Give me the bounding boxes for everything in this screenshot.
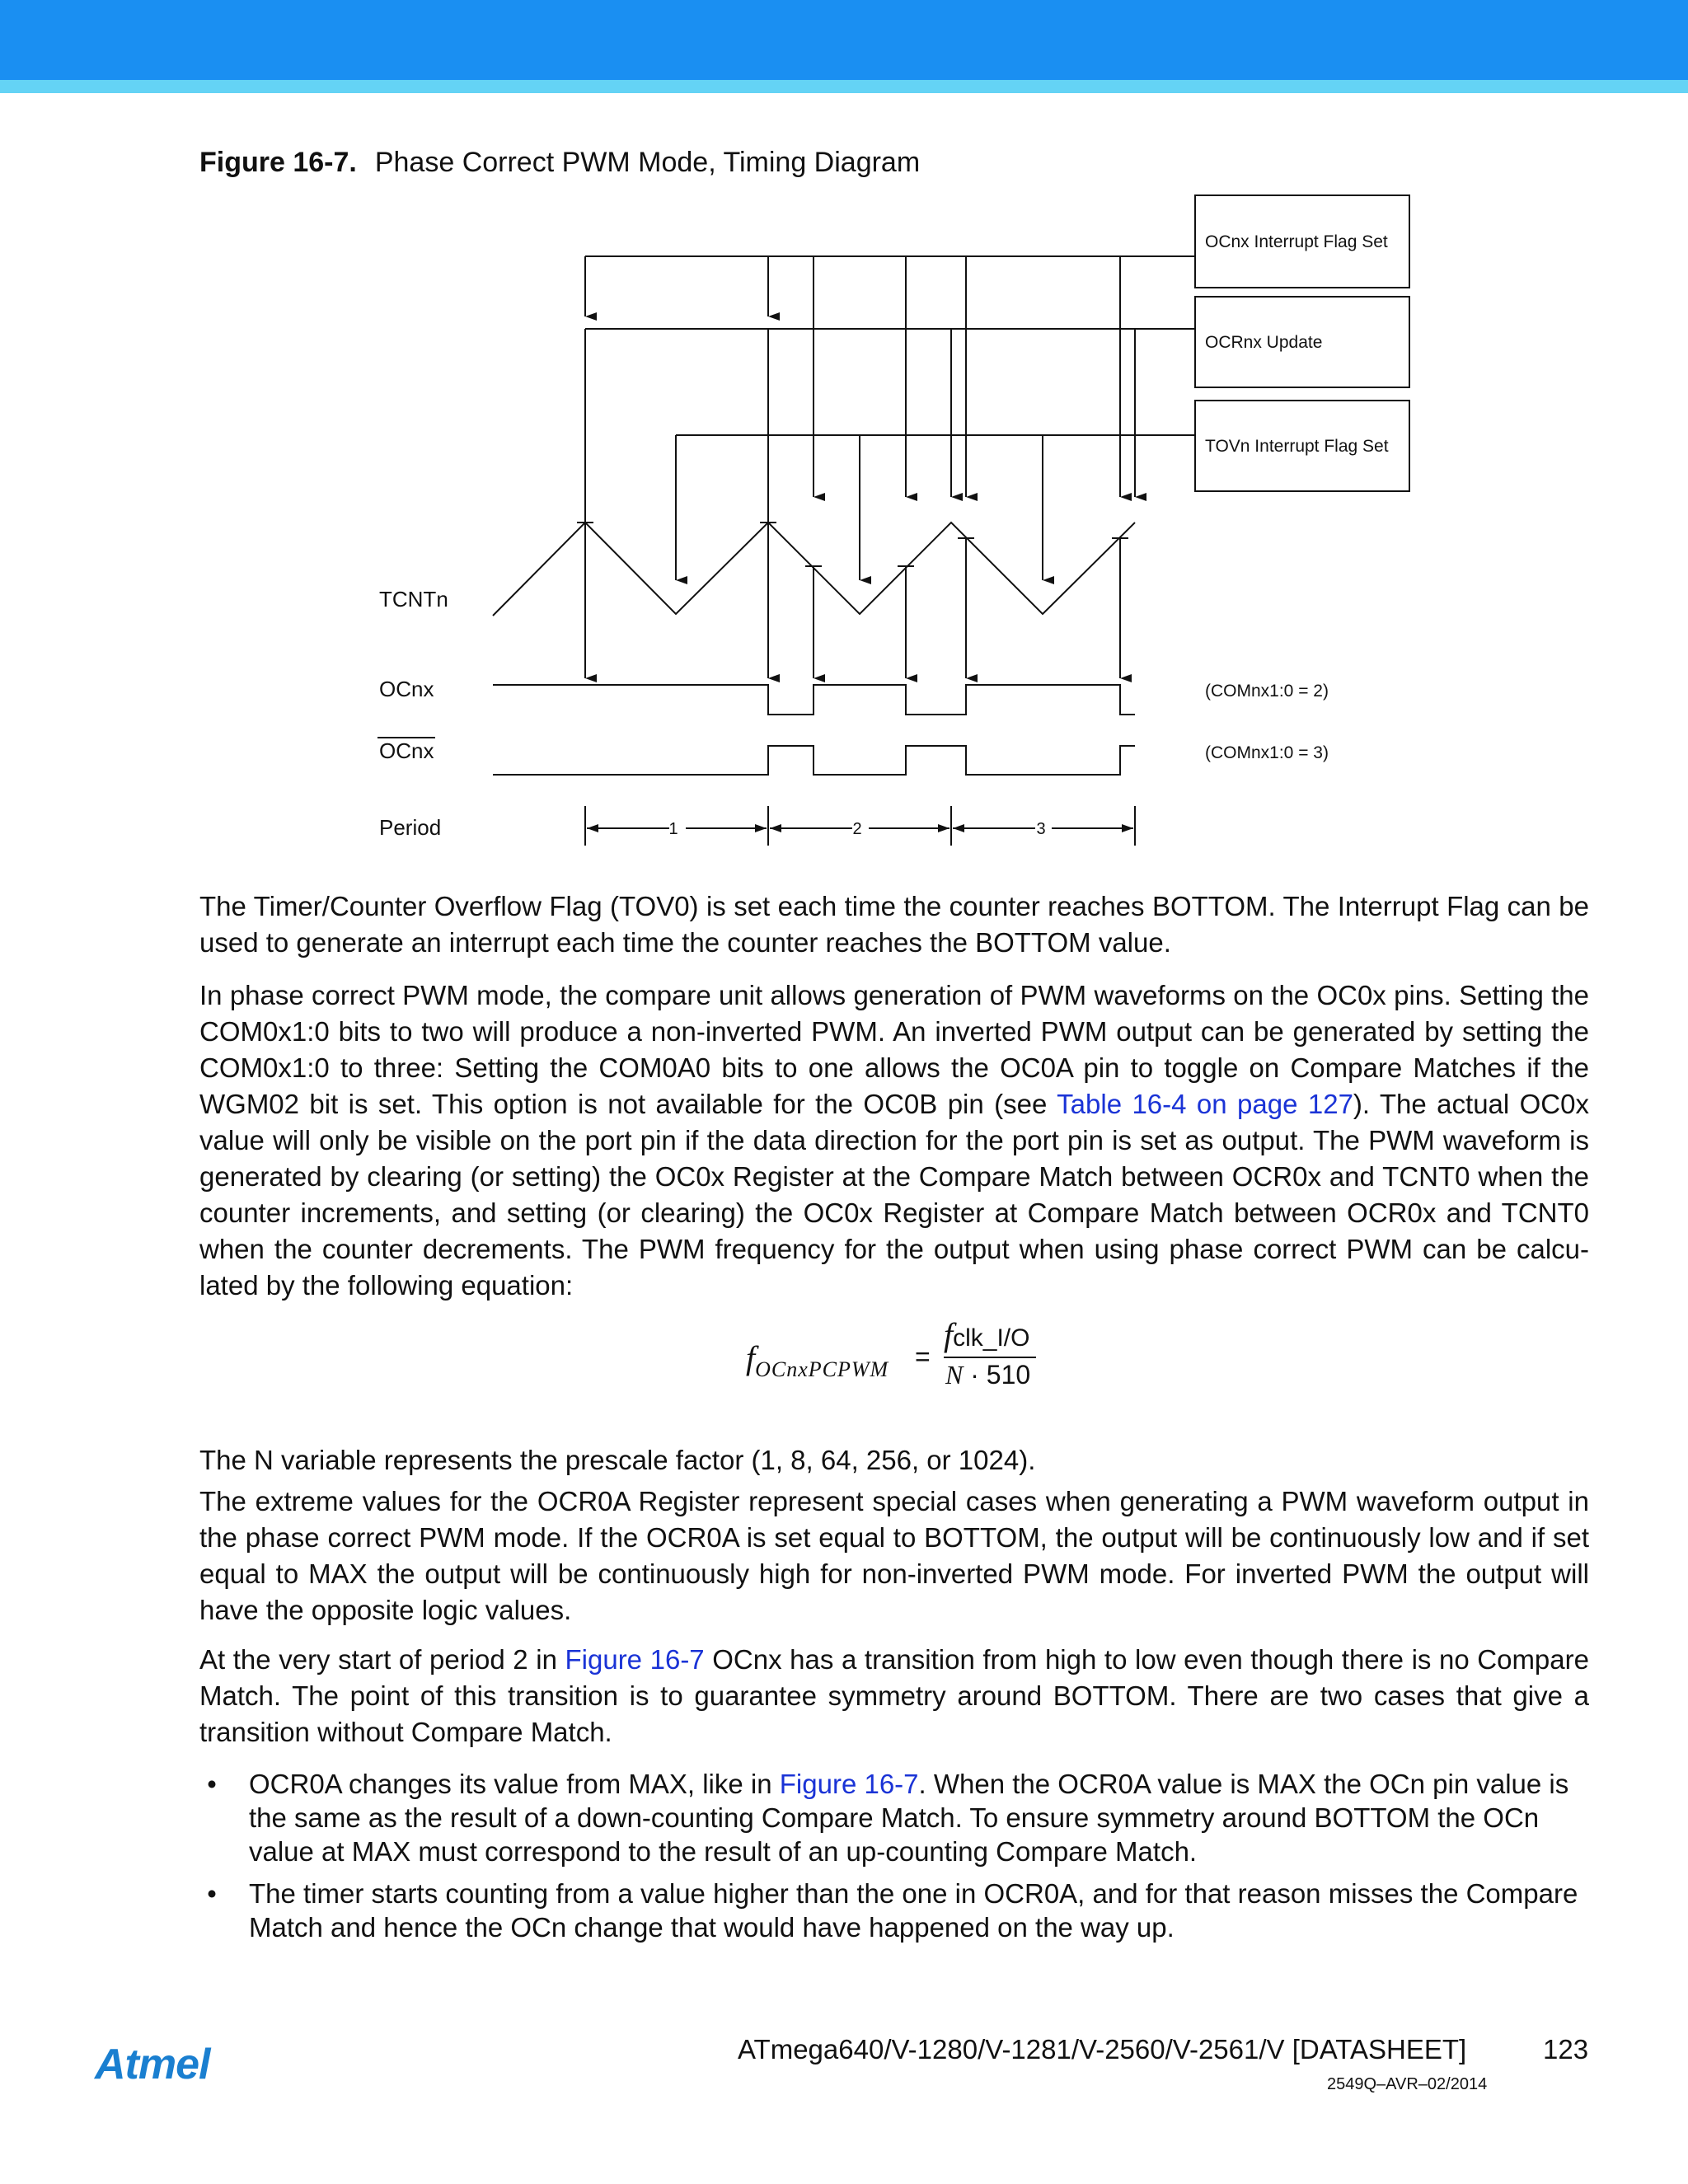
ocnx-waveform <box>493 685 1135 715</box>
equation-lhs: $f_{OCnxPCPWM}$ <box>746 1339 889 1381</box>
box-label-ocrnx: OCRnx Update <box>1205 333 1323 352</box>
figure-label: Figure 16-7. <box>199 147 357 178</box>
period-number-1: 1 <box>668 820 678 838</box>
period-number-3: 3 <box>1036 820 1046 838</box>
figure-16-7-link[interactable]: Figure 16-7 <box>565 1644 705 1675</box>
equation-equals: = <box>915 1342 931 1371</box>
paragraph-phase-correct <box>199 977 1589 1304</box>
period-number-2: 2 <box>852 820 862 838</box>
paragraph-tov0: The Timer/Counter Overflow Flag (TOV0) is set each time the counter reaches BOTTOM. The Interrupt Flag can be used to generate an interrupt each time the counter reaches the BOTTOM value. <box>199 891 1589 958</box>
footer-title: ATmega640/V-1280/V-1281/V-2560/V-2561/V [DATASHEET] <box>738 2034 1467 2064</box>
signal-label-ocnx-inv: OCnx <box>379 738 434 763</box>
p2-text-before: In phase correct PWM mode, the compare unit allows generation of PWM waveforms on the OC0x pins. Setting the COM0x1:0 bits to two will produce a non-inverted PWM. An inverted PWM output can be generated by setting the COM0x1:0 to three: Setting the COM0A0 bits to one allows the OC0A pin to toggle on Compare Matches if the WGM02 bit is set. This option is not available for the OC0B pin (see <box>199 980 1589 1119</box>
com-label-2: (COMnx1:0 = 2) <box>1205 682 1329 701</box>
atmel-logo: Atmel <box>95 2041 210 2088</box>
figure-16-7-link[interactable]: Figure 16-7 <box>779 1769 919 1799</box>
com-label-3: (COMnx1:0 = 3) <box>1205 743 1329 762</box>
page-number: 123 <box>1543 2034 1589 2064</box>
signal-label-tcnt: TCNTn <box>379 587 448 612</box>
document-code: 2549Q–AVR–02/2014 <box>1327 2075 1488 2093</box>
signal-label-period: Period <box>379 815 442 840</box>
signal-label-ocnx: OCnx <box>379 677 434 701</box>
list-item: • OCR0A changes its value from MAX, like in Figure 16-7. When the OCR0A value is MAX the OCn pin value is the same as the result of a down-counting Compare Match. To ensure symmetry around BOTTOM the OCn value at MAX must correspond to the result of an up-counting Compare Match. <box>199 1767 1589 1868</box>
table-16-4-link[interactable]: Table 16-4 on page 127 <box>1057 1089 1353 1119</box>
box-label-tovn: TOVn Interrupt Flag Set <box>1205 437 1389 456</box>
box-label-ocnx: OCnx Interrupt Flag Set <box>1205 232 1388 251</box>
equation-numerator: fclk_I/O <box>944 1316 1030 1353</box>
bullet-list <box>199 1767 1589 1952</box>
bullet-icon: • <box>207 1878 217 1909</box>
ocnx-inv-waveform <box>493 746 1135 775</box>
paragraph-prescale: The N variable represents the prescale factor (1, 8, 64, 256, or 1024). <box>199 1445 1036 1475</box>
figure-title: Phase Correct PWM Mode, Timing Diagram <box>374 147 921 178</box>
paragraph-extreme-values: The extreme values for the OCR0A Register represent special cases when generating a PWM waveform output in the phase correct PWM mode. If the OCR0A is set equal to BOTTOM, the output will be continuously low and if set equal to MAX the output will be continuously high for non-inverted PWM mode. For inverted PWM the output will have the opposite logic values. <box>199 1486 1589 1625</box>
timing-diagram <box>0 0 1688 874</box>
p5-text-after: OCnx has a transition from high to low even though there is no Compare Match. The point of this transition is to guarantee symmetry around BOTTOM. There are two cases that give a transition without Compare Match. <box>199 1644 1589 1747</box>
paragraph-period-2 <box>199 1642 1589 1750</box>
p5-text-before: At the very start of period 2 in <box>199 1644 565 1675</box>
bullet-icon: • <box>207 1769 217 1799</box>
p2-text-after: ). The actual OC0x value will only be visible on the port pin if the data direction for the port pin is set as output. The PWM waveform is generated by clearing (or setting) the OC0x Register at the Compare Match between OCR0x and TCNT0 when the counter increments, and setting (or clearing) the OC0x Register at Compare Match between OCR0x and TCNT0 when the counter decrements. The PWM frequency for the output when using phase correct PWM can be calcu-lated by the following equation: <box>199 1089 1589 1301</box>
fraction-bar <box>944 1357 1036 1358</box>
list-item: • The timer starts counting from a value higher than the one in OCR0A, and for that reason misses the Compare Match and hence the OCn change that would have happened on the way up. <box>199 1877 1589 1944</box>
equation-denominator: N · 510 <box>945 1360 1031 1390</box>
pwm-frequency-equation <box>746 1315 1043 1390</box>
